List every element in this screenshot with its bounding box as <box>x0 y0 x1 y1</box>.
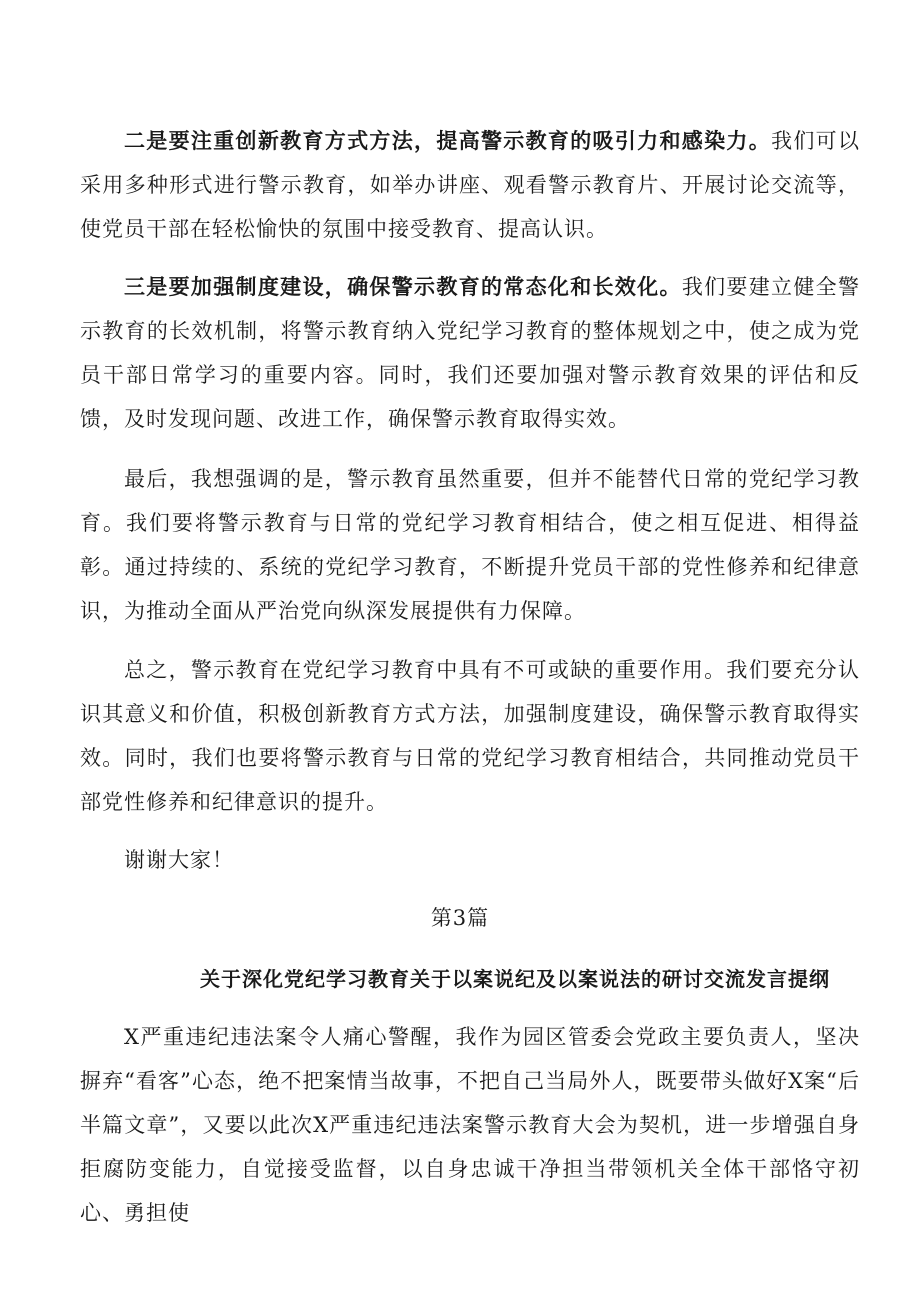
paragraph-finally: 最后，我想强调的是，警示教育虽然重要，但并不能替代日常的党纪学习教育。我们要将警示教育与日常的党纪学习教育相结合，使之相互促进、相得益彰。通过持续的、系统的党纪学习教育，不断提升党员干部的党性修养和纪律意识，为推动全面从严治党向纵深发展提供有力保障。 <box>80 467 860 623</box>
section-label: 第3篇 <box>430 906 490 930</box>
section-title: 关于深化党纪学习教育关于以案说纪及以案说法的研讨交流发言提纲 <box>200 967 830 991</box>
paragraph-lead-bold: 三是要加强制度建设，确保警示教育的常态化和长效化。 <box>124 274 682 299</box>
paragraph-conclusion: 总之，警示教育在党纪学习教育中具有不可或缺的重要作用。我们要充分认识其意义和价值，积极创新教育方式方法，加强制度建设，确保警示教育取得实效。同时，我们也要将警示教育与日常的党纪学习教育相结合，共同推动党员干部党性修养和纪律意识的提升。 <box>80 658 860 814</box>
paragraph-lead-bold: 二是要注重创新教育方式方法，提高警示教育的吸引力和感染力。 <box>124 128 772 153</box>
paragraph-second-point <box>80 119 860 251</box>
paragraph-body: 我们可以采用多种形式进行警示教育，如举办讲座、观看警示教育片、开展讨论交流等，使党员干部在轻松愉快的氛围中接受教育、提高认识。 <box>80 129 860 241</box>
paragraph-body: 我们要建立健全警示教育的长效机制，将警示教育纳入党纪学习教育的整体规划之中，使之成为党员干部日常学习的重要内容。同时，我们还要加强对警示教育效果的评估和反馈，及时发现问题、改进工作，确保警示教育取得实效。 <box>80 275 860 431</box>
paragraph-thanks: 谢谢大家！ <box>124 848 234 872</box>
paragraph-third-point <box>80 265 860 441</box>
paragraph-section-intro: X严重违纪违法案令人痛心警醒，我作为园区管委会党政主要负责人，坚决摒弃“看客”心态，绝不把案情当故事，不把自己当局外人，既要带头做好X案“后半篇文章”，又要以此次X严重违纪违法案警示教育大会为契机，进一步增强自身拒腐防变能力，自觉接受监督，以自身忠诚干净担当带领机关全体干部恪守初心、勇担使 <box>80 1025 860 1225</box>
